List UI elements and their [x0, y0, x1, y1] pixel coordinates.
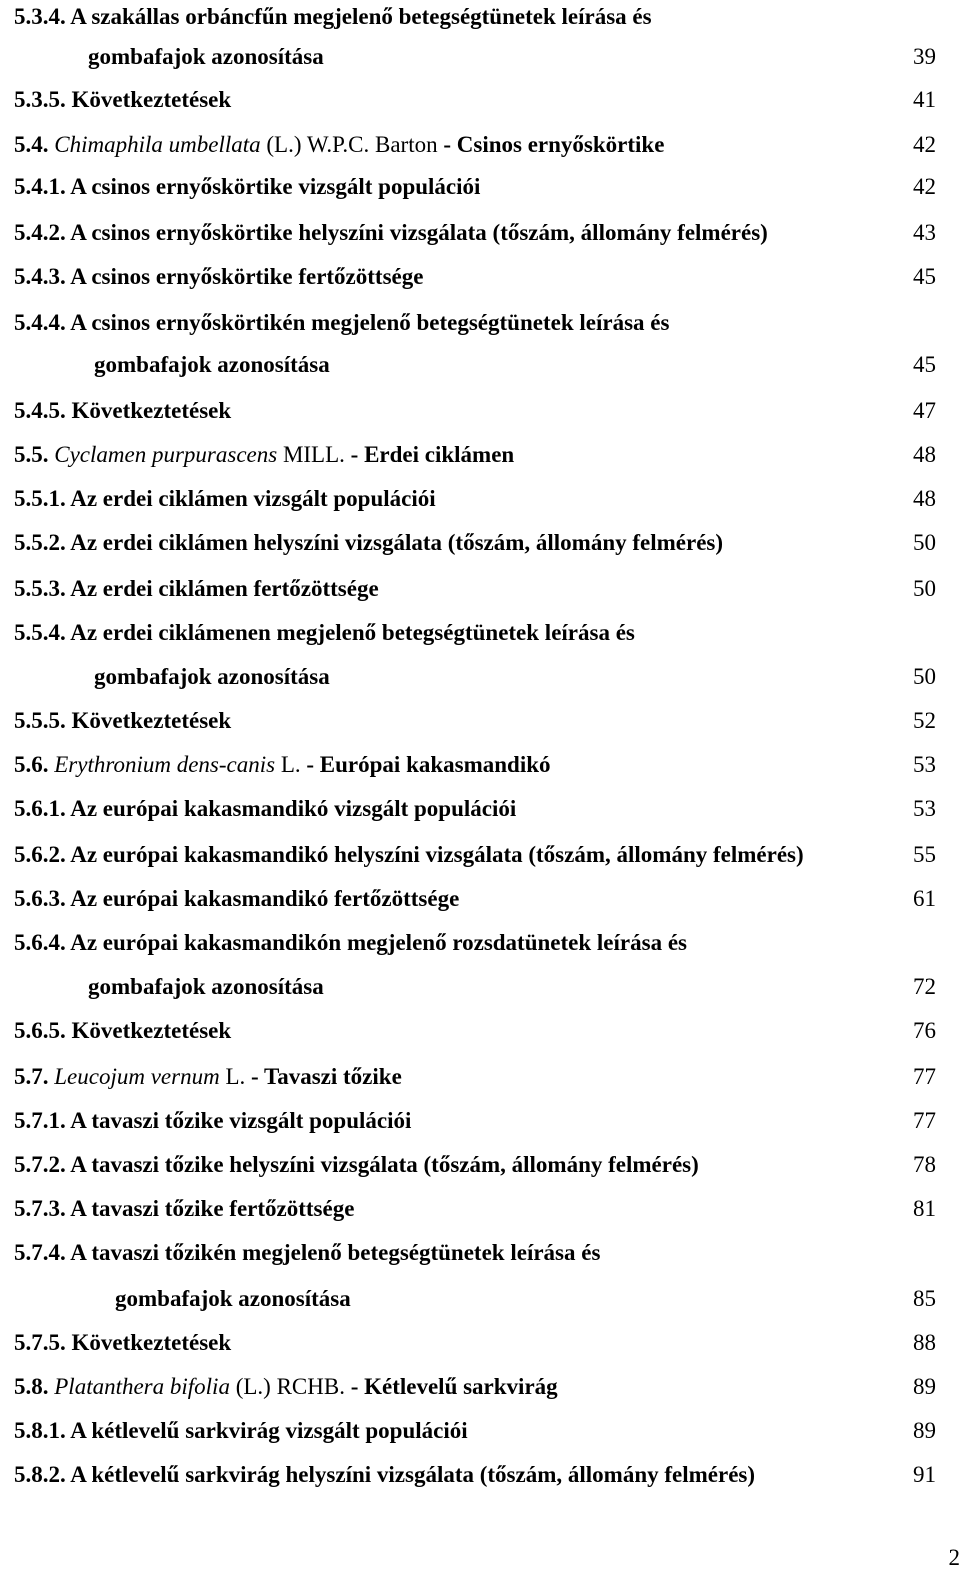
toc-entry-title — [14, 928, 687, 958]
title-segment: - Erdei ciklámen — [351, 442, 515, 467]
toc-entry-title — [14, 750, 551, 780]
toc-entry-page: 88 — [913, 1328, 936, 1358]
toc-entry — [0, 396, 960, 426]
title-segment: A tavaszi tőzike helyszíni vizsgálata (tőszám, állomány felmérés) — [66, 1152, 699, 1177]
title-segment: gombafajok azonosítása — [115, 1286, 351, 1311]
title-segment: (L.) RCHB. — [230, 1374, 351, 1399]
toc-entry-title — [14, 1194, 354, 1224]
section-number: 5.4.1. — [14, 174, 66, 199]
toc-entry — [0, 618, 960, 648]
title-segment: Következtetések — [66, 87, 231, 112]
toc-entry-page: 91 — [913, 1460, 936, 1490]
toc-entry-title — [14, 794, 516, 824]
toc-entry-page: 48 — [913, 440, 936, 470]
toc-entry — [0, 574, 960, 604]
toc-entry-page: 43 — [913, 218, 936, 248]
toc-entry-title — [14, 1238, 600, 1268]
toc-entry-title — [14, 308, 669, 338]
toc-entry — [0, 1150, 960, 1180]
section-number: 5.4. — [14, 132, 49, 157]
toc-entry — [0, 750, 960, 780]
toc-entry — [0, 1328, 960, 1358]
toc-entry — [0, 1372, 960, 1402]
title-segment: Az erdei ciklámen fertőzöttsége — [66, 576, 379, 601]
toc-entry — [0, 440, 960, 470]
title-segment: gombafajok azonosítása — [94, 664, 330, 689]
title-segment: Következtetések — [66, 1018, 231, 1043]
title-segment: A csinos ernyőskörtike helyszíni vizsgálata (tőszám, állomány felmérés) — [66, 220, 768, 245]
title-segment: Leucojum vernum — [49, 1064, 220, 1089]
toc-entry — [0, 1238, 960, 1268]
title-segment: A kétlevelű sarkvirág helyszíni vizsgálata (tőszám, állomány felmérés) — [66, 1462, 755, 1487]
toc-entry-page: 77 — [913, 1106, 936, 1136]
section-number: 5.5.3. — [14, 576, 66, 601]
title-segment: A szakállas orbáncfűn megjelenő betegségtünetek leírása és — [66, 4, 652, 29]
title-segment: Az erdei ciklámenen megjelenő betegségtünetek leírása és — [66, 620, 635, 645]
title-segment: Következtetések — [66, 398, 231, 423]
toc-entry — [0, 928, 960, 958]
toc-entry-title — [14, 218, 768, 248]
toc-entry-title — [14, 1062, 402, 1092]
toc-entry — [0, 1016, 960, 1046]
toc-entry — [0, 2, 960, 32]
toc-entry — [0, 1106, 960, 1136]
section-number: 5.4.2. — [14, 220, 66, 245]
section-number: 5.3.5. — [14, 87, 66, 112]
toc-entry-title — [14, 1328, 231, 1358]
toc-entry-title — [14, 884, 459, 914]
title-segment: Platanthera bifolia — [49, 1374, 230, 1399]
title-segment: Az európai kakasmandikó fertőzöttsége — [66, 886, 460, 911]
toc-entry-page: 48 — [913, 484, 936, 514]
toc-entry-page: 81 — [913, 1194, 936, 1224]
title-segment: Cyclamen purpurascens — [49, 442, 278, 467]
toc-entry-title — [14, 1106, 411, 1136]
toc-entry-title — [14, 1372, 558, 1402]
toc-entry-page: 42 — [913, 172, 936, 202]
toc-entry — [0, 840, 960, 870]
section-number: 5.5.2. — [14, 530, 66, 555]
toc-entry-title — [14, 130, 664, 160]
toc-entry-page: 47 — [913, 396, 936, 426]
toc-entry-title — [14, 528, 723, 558]
toc-entry — [0, 794, 960, 824]
title-segment: Következtetések — [66, 1330, 231, 1355]
title-segment: Az európai kakasmandikó vizsgált populációi — [66, 796, 517, 821]
toc-entry — [0, 1284, 960, 1314]
toc-entry-title — [14, 840, 804, 870]
section-number: 5.7.4. — [14, 1240, 66, 1265]
section-number: 5.8. — [14, 1374, 49, 1399]
title-segment: Az erdei ciklámen helyszíni vizsgálata (tőszám, állomány felmérés) — [66, 530, 723, 555]
toc-entry-page: 45 — [913, 262, 936, 292]
toc-entry-page: 89 — [913, 1416, 936, 1446]
toc-entry-page: 41 — [913, 85, 936, 115]
title-segment: Következtetések — [66, 708, 231, 733]
toc-entry — [0, 350, 960, 380]
toc-entry-page: 52 — [913, 706, 936, 736]
toc-entry-title — [14, 1150, 699, 1180]
toc-entry-title — [88, 972, 324, 1002]
toc-entry-title — [14, 618, 635, 648]
toc-entry-page: 55 — [913, 840, 936, 870]
title-segment: Erythronium dens-canis — [49, 752, 276, 777]
toc-entry — [0, 1194, 960, 1224]
title-segment: (L.) W.P.C. Barton — [261, 132, 444, 157]
title-segment: A csinos ernyőskörtike vizsgált populációi — [66, 174, 481, 199]
toc-entry-title — [14, 172, 480, 202]
toc-entry — [0, 706, 960, 736]
toc-entry-title — [14, 262, 423, 292]
toc-entry-page: 78 — [913, 1150, 936, 1180]
toc-entry-title — [14, 706, 231, 736]
toc-entry-title — [14, 1460, 755, 1490]
toc-entry-page: 61 — [913, 884, 936, 914]
section-number: 5.7.3. — [14, 1196, 66, 1221]
toc-entry — [0, 262, 960, 292]
section-number: 5.4.5. — [14, 398, 66, 423]
section-number: 5.7.5. — [14, 1330, 66, 1355]
toc-entry-page: 72 — [913, 972, 936, 1002]
toc-entry — [0, 662, 960, 692]
toc-entry-page: 53 — [913, 750, 936, 780]
toc-entry-page: 50 — [913, 528, 936, 558]
page-number: 2 — [949, 1543, 960, 1573]
toc-entry-title — [14, 1016, 231, 1046]
section-number: 5.5.1. — [14, 486, 66, 511]
section-number: 5.8.1. — [14, 1418, 66, 1443]
section-number: 5.6.5. — [14, 1018, 66, 1043]
section-number: 5.7.1. — [14, 1108, 66, 1133]
toc-entry-title — [94, 350, 330, 380]
toc-entry — [0, 528, 960, 558]
toc-entry-title — [115, 1284, 351, 1314]
toc-entry-page: 39 — [913, 42, 936, 72]
toc-entry-title — [88, 42, 324, 72]
title-segment: MILL. — [277, 442, 350, 467]
toc-entry-page: 76 — [913, 1016, 936, 1046]
toc-entry — [0, 85, 960, 115]
toc-entry-page: 89 — [913, 1372, 936, 1402]
toc-entry-title — [14, 1416, 468, 1446]
toc-entry-title — [14, 85, 231, 115]
toc-entry — [0, 1460, 960, 1490]
section-number: 5.8.2. — [14, 1462, 66, 1487]
section-number: 5.3.4. — [14, 4, 66, 29]
toc-entry — [0, 884, 960, 914]
section-number: 5.5.5. — [14, 708, 66, 733]
toc-entry-title — [14, 396, 231, 426]
section-number: 5.4.4. — [14, 310, 66, 335]
title-segment: - Kétlevelű sarkvirág — [351, 1374, 558, 1399]
section-number: 5.6.4. — [14, 930, 66, 955]
toc-entry-page: 50 — [913, 574, 936, 604]
toc-entry-page: 53 — [913, 794, 936, 824]
title-segment: A csinos ernyőskörtike fertőzöttsége — [66, 264, 424, 289]
title-segment: Az erdei ciklámen vizsgált populációi — [66, 486, 436, 511]
toc-entry-page: 85 — [913, 1284, 936, 1314]
section-number: 5.7. — [14, 1064, 49, 1089]
title-segment: Az európai kakasmandikón megjelenő rozsdatünetek leírása és — [66, 930, 687, 955]
toc-entry-page: 42 — [913, 130, 936, 160]
toc-entry — [0, 130, 960, 160]
title-segment: gombafajok azonosítása — [94, 352, 330, 377]
title-segment: gombafajok azonosítása — [88, 974, 324, 999]
toc-entry — [0, 1062, 960, 1092]
section-number: 5.4.3. — [14, 264, 66, 289]
toc-entry-page: 45 — [913, 350, 936, 380]
section-number: 5.6.3. — [14, 886, 66, 911]
title-segment: - Csinos ernyőskörtike — [443, 132, 664, 157]
toc-entry — [0, 484, 960, 514]
toc-entry — [0, 172, 960, 202]
toc-entry-page: 77 — [913, 1062, 936, 1092]
section-number: 5.5.4. — [14, 620, 66, 645]
toc-entry-page: 50 — [913, 662, 936, 692]
toc-entry — [0, 972, 960, 1002]
toc-entry — [0, 218, 960, 248]
section-number: 5.5. — [14, 442, 49, 467]
toc-entry — [0, 1416, 960, 1446]
title-segment: A kétlevelű sarkvirág vizsgált populációi — [66, 1418, 468, 1443]
title-segment: - Tavaszi tőzike — [251, 1064, 402, 1089]
toc-entry — [0, 308, 960, 338]
section-number: 5.7.2. — [14, 1152, 66, 1177]
toc-entry-title — [94, 662, 330, 692]
section-number: 5.6.1. — [14, 796, 66, 821]
toc-entry-title — [14, 574, 379, 604]
section-number: 5.6. — [14, 752, 49, 777]
title-segment: - Európai kakasmandikó — [306, 752, 550, 777]
title-segment: L. — [275, 752, 306, 777]
title-segment: L. — [220, 1064, 251, 1089]
title-segment: A tavaszi tőzike vizsgált populációi — [66, 1108, 412, 1133]
title-segment: A csinos ernyőskörtikén megjelenő betegségtünetek leírása és — [66, 310, 670, 335]
title-segment: A tavaszi tőzikén megjelenő betegségtünetek leírása és — [66, 1240, 601, 1265]
section-number: 5.6.2. — [14, 842, 66, 867]
title-segment: Az európai kakasmandikó helyszíni vizsgálata (tőszám, állomány felmérés) — [66, 842, 804, 867]
toc-entry-title — [14, 440, 514, 470]
toc-entry-title — [14, 2, 652, 32]
title-segment: Chimaphila umbellata — [49, 132, 261, 157]
title-segment: gombafajok azonosítása — [88, 44, 324, 69]
toc-entry — [0, 42, 960, 72]
toc-entry-title — [14, 484, 436, 514]
title-segment: A tavaszi tőzike fertőzöttsége — [66, 1196, 355, 1221]
